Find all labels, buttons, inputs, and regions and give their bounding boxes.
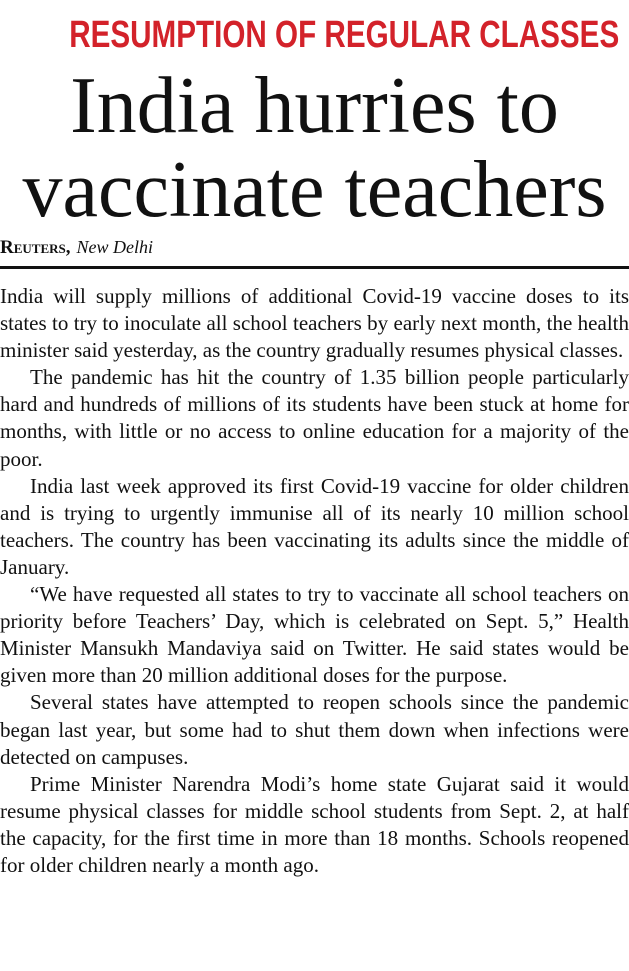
headline bbox=[0, 64, 629, 232]
article-body bbox=[0, 283, 629, 879]
paragraph-2: The pandemic has hit the country of 1.35 billion people particularly hard and hundreds of millions of its students have been stuck at home for months, with little or no access to online education for a majority of the poor. bbox=[0, 365, 629, 471]
paragraph-1: India will supply millions of additional Covid-19 vaccine doses to its states to try to inoculate all school teachers by early next month, the health minister said yesterday, as the country gradually resumes physical classes. bbox=[0, 284, 629, 363]
byline-location: New Delhi bbox=[76, 237, 153, 257]
byline-agency: Reuters, bbox=[0, 237, 71, 258]
byline-divider bbox=[0, 266, 629, 269]
paragraph-4: “We have requested all states to try to vaccinate all school teachers on priority before Teachers’ Day, which is celebrated on Sept. 5,” Health Minister Mansukh Mandaviya said on Twitter. He said states would be given more than 20 million additional doses for the purpose. bbox=[0, 582, 629, 688]
paragraph-6: Prime Minister Narendra Modi’s home state Gujarat said it would resume physical classes for middle school students from Sept. 2, at half the capacity, for the first time in more than 18 months. Schools reopened for older children nearly a month ago. bbox=[0, 771, 629, 877]
paragraph-5: Several states have attempted to reopen schools since the pandemic began last year, but some had to shut them down when infections were detected on campuses. bbox=[0, 690, 629, 769]
kicker-heading: RESUMPTION OF REGULAR CLASSES bbox=[69, 14, 620, 56]
headline-line-2: vaccinate teachers bbox=[22, 146, 607, 234]
headline-line-1: India hurries to bbox=[70, 62, 559, 150]
paragraph-3: India last week approved its first Covid-19 vaccine for older children and is trying to urgently immunise all of its nearly 10 million school teachers. The country has been vaccinating its adults since the middle of January. bbox=[0, 473, 629, 579]
byline bbox=[0, 236, 153, 260]
